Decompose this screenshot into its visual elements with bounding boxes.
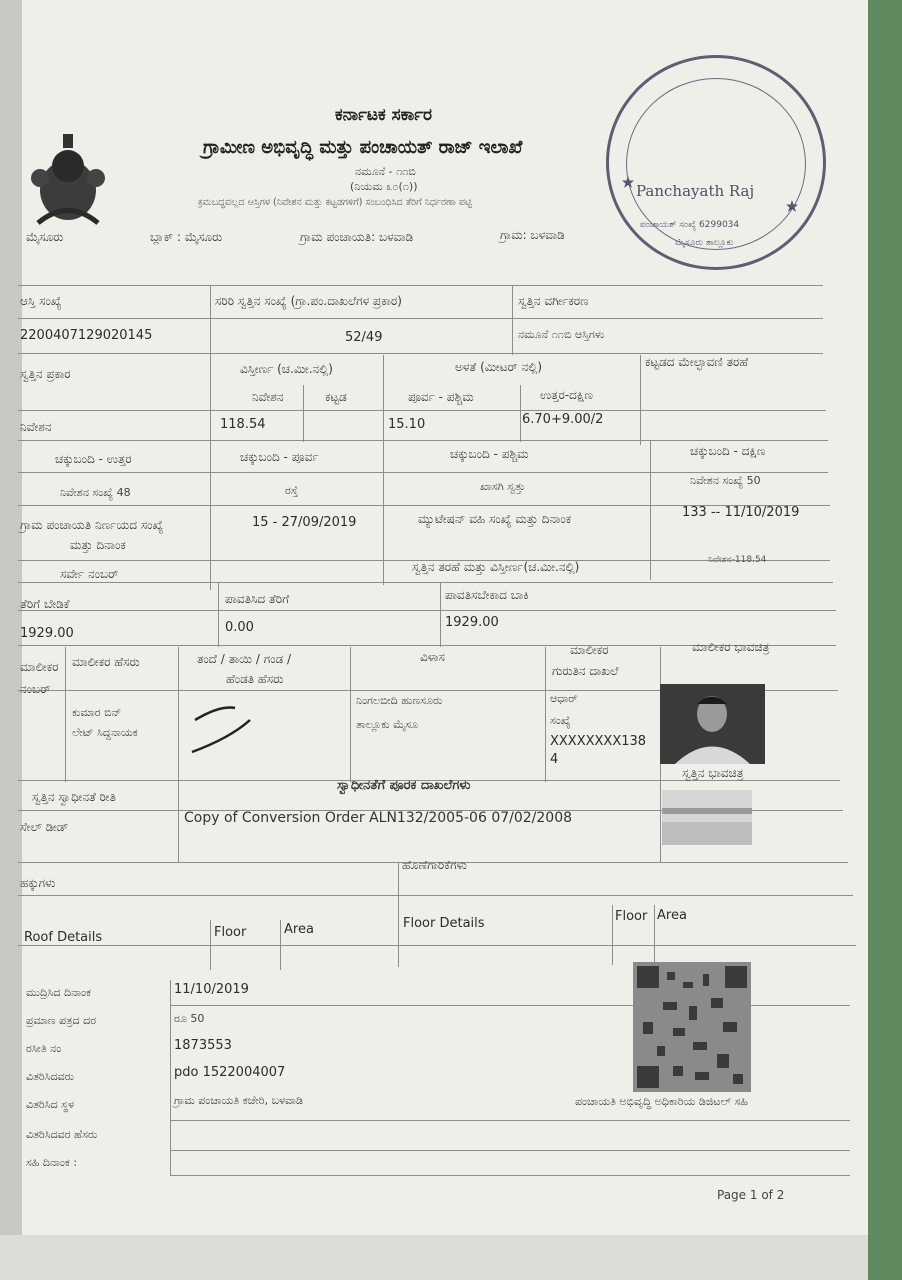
printed-date-value: 11/10/2019 <box>174 982 249 997</box>
property-photo-label: ಸ್ವತ್ತಿನ ಭಾವಚಿತ್ರ <box>682 766 744 780</box>
gram-panchayat: ಗ್ರಾಮ ಪಂಚಾಯತಿ: ಬಳವಾಡಿ <box>300 230 414 244</box>
owner-name-label: ಮಾಲೀಕರ ಹೆಸರು <box>72 655 140 669</box>
tax-balance-label: ಪಾವತಿಸಬೇಕಾದ ಬಾಕಿ <box>445 588 529 602</box>
tax-demand-label: ತೆರಿಗೆ ಬೇಡಿಕೆ <box>20 597 70 611</box>
relation-label-2: ಹೆಂಡತಿ ಹೆಸರು <box>226 672 284 686</box>
supporting-docs-label: ಸ್ವಾಧೀನತೆಗೆ ಪೂರಕ ದಾಖಲೆಗಳು <box>337 778 471 793</box>
property-id-label: ಆಸ್ತಿ ಸಂಖ್ಯೆ <box>20 294 62 308</box>
tax-paid-value: 0.00 <box>225 620 254 635</box>
dimensions-label: ಅಳತೆ (ಮೀಟರ್ ನಲ್ಲಿ) <box>455 360 543 374</box>
sign-date-label: ಸಹಿ ದಿನಾಂಕ : <box>26 1156 78 1169</box>
district: ಮೈಸೂರು <box>26 230 64 244</box>
seal-star-icon <box>786 200 798 212</box>
address-value: ನಿಂಗಲಬೀದಿ ಹುಣಸೂರು <box>356 694 443 707</box>
mutation-label: ಮ್ಯುಟೇಷನ್ ವಹಿ ಸಂಖ್ಯೆ ಮತ್ತು ದಿನಾಂಕ <box>418 512 572 526</box>
block: ಬ್ಲಾಕ್ : ಮೈಸೂರು <box>150 230 223 244</box>
form-number: ನಮೂನೆ - ೧೧ಬಿ <box>355 165 416 178</box>
owner-photo <box>660 684 765 764</box>
boundary-south-value: ನಿವೇಶನ ಸಂಖ್ಯೆ 50 <box>690 474 761 487</box>
page-number: Page 1 of 2 <box>717 1188 785 1202</box>
karnataka-emblem-icon <box>18 128 118 233</box>
floor-details-header: Floor Details <box>403 916 485 931</box>
floor-area-header: Area <box>657 908 687 923</box>
receipt-label: ರಸೀತಿ ನಂ <box>26 1042 62 1055</box>
floor-floor-header: Floor <box>615 909 648 924</box>
resolution-label: ಗ್ರಾಮ ಪಂಚಾಯತಿ ನಿರ್ಣಯದ ಸಂಖ್ಯೆ <box>20 518 164 532</box>
roof-floor-header: Floor <box>214 925 247 940</box>
owner-no-label-2: ನಂಬರ್ <box>20 682 51 696</box>
north-south-value: 6.70+9.00/2 <box>522 412 604 427</box>
village: ಗ್ರಾಮ: ಬಳವಾಡಿ <box>500 228 565 242</box>
east-west-value: 15.10 <box>388 417 426 432</box>
roof-details-header: Roof Details <box>24 930 103 945</box>
issued-place-value: ಗ್ರಾಮ ಪಂಚಾಯತಿ ಕಚೇರಿ, ಬಳವಾಡಿ <box>174 1094 303 1107</box>
fee-value: ರೂ 50 <box>174 1012 205 1025</box>
property-type-label: ಸ್ವತ್ತಿನ ಪ್ರಕಾರ <box>20 367 71 381</box>
deed-value: Copy of Conversion Order ALN132/2005-06 07/02/2008 <box>184 810 573 826</box>
survey-number-label: ಸರ್ವೇ ನಂಬರ್ <box>60 567 119 581</box>
owner-photo-label: ಮಾಲೀಕರ ಭಾವಚಿತ್ರ <box>692 640 770 654</box>
ownership-method-label: ಸ್ವತ್ತಿನ ಸ್ವಾಧೀನತೆ ರೀತಿ <box>32 790 116 804</box>
idproof-label-2: ಗುರುತಿನ ದಾಖಲೆ <box>552 664 619 678</box>
property-id-value: 2200407129020145 <box>20 328 153 343</box>
seal-line-2: ಪಂಚಾಯತ್ ಸಂಖ್ಯೆ 6299034 <box>640 220 740 230</box>
resolution-value: 15 - 27/09/2019 <box>252 515 357 530</box>
id-number-value: XXXXXXXX138 <box>550 734 647 749</box>
sale-deed-label: ಸೇಲ್ ಡೀಡ್ <box>20 820 69 834</box>
signature-scribble <box>190 700 260 760</box>
issued-by-value: pdo 1522004007 <box>174 1065 286 1080</box>
east-west-label: ಪೂರ್ವ - ಪಶ್ಚಿಮ <box>408 390 474 404</box>
govt-record-no-label: ಸರಿರಿ ಸ್ವತ್ತಿನ ಸಂಖ್ಯೆ (ಗ್ರಾ.ಪಂ.ದಾಖಲೆಗಳ ಪ್ರಕಾರ) <box>215 294 402 308</box>
roof-area-header: Area <box>284 922 314 937</box>
site-label: ನಿವೇಶನ <box>252 390 284 404</box>
boundary-west-label: ಚಕ್ಕುಬಂದಿ - ಪಶ್ಚಿಮ <box>450 447 529 461</box>
issued-by-label: ವಿತರಿಸಿದವರು <box>26 1070 75 1083</box>
seal-text: Panchayath Raj <box>636 182 755 200</box>
north-south-label: ಉತ್ತರ-ದಕ್ಷಿಣ <box>540 388 593 402</box>
seal-line-3: ಮೈಸೂರು ತಾಲ್ಲೂಕು <box>675 238 734 248</box>
tax-demand-value: 1929.00 <box>20 626 74 641</box>
id-type-value: ಆಧಾರ್ <box>550 692 578 705</box>
relation-label: ತಂದೆ / ತಾಯಿ / ಗಂಡ / <box>197 652 292 666</box>
address-label: ವಿಳಾಸ <box>420 650 445 664</box>
fee-label: ಪ್ರಮಾಣ ಪತ್ರದ ದರ <box>26 1014 97 1027</box>
govt-title: ಕರ್ನಾಟಕ ಸರ್ಕಾರ <box>335 105 433 125</box>
type-area-label: ಸ್ವತ್ತಿನ ತರಹೆ ಮತ್ತು ವಿಸ್ತೀರ್ಣ(ಚ.ಮೀ.ನಲ್ಲಿ) <box>412 560 580 574</box>
mutation-value: 133 -- 11/10/2019 <box>682 505 800 520</box>
boundary-west-value: ಖಾಸಗಿ ಸ್ವತ್ತು <box>480 480 526 493</box>
boundary-east-label: ಚಕ್ಕುಬಂದಿ - ಪೂರ್ವ <box>240 450 319 464</box>
address-value-2: ತಾಲ್ಲೂಕು ಮೈಸೂ <box>356 718 419 731</box>
id-number-value-2: 4 <box>550 752 559 767</box>
boundary-north-label: ಚಕ್ಕುಬಂದಿ - ಉತ್ತರ <box>55 452 132 466</box>
department-title: ಗ್ರಾಮೀಣ ಅಭಿವೃದ್ಧಿ ಮತ್ತು ಪಂಚಾಯತ್ ರಾಜ್ ಇಲಾಖೆ <box>203 137 523 158</box>
liabilities-label: ಹೊಣೆಗಾರಿಕೆಗಳು <box>402 858 467 872</box>
property-type-value: ನಿವೇಶನ <box>20 420 52 434</box>
rights-label: ಹಕ್ಕುಗಳು <box>20 876 56 890</box>
issued-place-label: ವಿತರಿಸಿದ ಸ್ಥಳ <box>26 1098 75 1111</box>
boundary-south-label: ಚಕ್ಕುಬಂದಿ - ದಕ್ಷಿಣ <box>690 444 766 458</box>
owner-no-label: ಮಾಲೀಕರ <box>20 660 59 674</box>
resolution-label-2: ಮತ್ತು ದಿನಾಂಕ <box>70 538 126 552</box>
type-area-value: ನಿವೇಶನ-118.54 <box>708 555 767 565</box>
owner-name-value-2: ಲೇಟ್ ಸಿದ್ದನಾಯಕ <box>72 726 138 739</box>
idproof-label: ಮಾಲೀಕರ <box>570 643 609 657</box>
govt-record-no-value: 52/49 <box>345 330 383 345</box>
receiver-name-label: ವಿತರಿಸಿದವರ ಹೆಸರು <box>26 1128 98 1141</box>
rule-number: (ನಿಯಮ ೩೦(೧)) <box>350 180 418 193</box>
officer-signature-label: ಪಂಚಾಯತಿ ಅಭಿವೃದ್ಧಿ ಅಧಿಕಾರಿಯ ಡಿಜಿಟಲ್ ಸಹಿ <box>575 1095 748 1108</box>
classification-label: ಸ್ವತ್ತಿನ ವರ್ಗೀಕರಣ <box>518 294 589 308</box>
page-bottom-shadow <box>0 1235 868 1280</box>
area-label: ವಿಸ್ತೀರ್ಣ (ಚ.ಮೀ.ನಲ್ಲಿ) <box>240 362 333 376</box>
building-label: ಕಟ್ಟಡ <box>325 390 347 404</box>
tax-paid-label: ಪಾವತಿಸಿದ ತೆರಿಗೆ <box>225 592 290 606</box>
site-area-value: 118.54 <box>220 417 266 432</box>
boundary-north-value: ನಿವೇಶನ ಸಂಖ್ಯೆ 48 <box>60 486 131 499</box>
printed-date-label: ಮುದ್ರಿಸಿದ ದಿನಾಂಕ <box>26 986 91 999</box>
receipt-value: 1873553 <box>174 1038 232 1053</box>
boundary-east-value: ರಸ್ತೆ <box>285 484 299 497</box>
tax-balance-value: 1929.00 <box>445 615 499 630</box>
id-type-value-2: ಸಂಖ್ಯೆ <box>550 714 571 727</box>
qr-code <box>633 962 751 1092</box>
property-photo <box>662 790 752 845</box>
roof-type-label: ಕಟ್ಟಡದ ಮೇಲ್ಛಾವಣಿ ತರಹೆ <box>645 355 749 369</box>
seal-star-icon <box>622 176 634 188</box>
owner-name-value: ಕುಮಾರ ಬಿನ್ <box>72 706 122 719</box>
form-subtitle: ಕ್ರಮಬದ್ಧವಲ್ಲದ ಆಸ್ತಿಗಳ (ನಿವೇಶನ ಮತ್ತು ಕಟ್ಟಡಗಳಿಗೆ) ಸಂಬಂಧಿಸಿದ ತೆರಿಗೆ ನಿರ್ಧರಣಾ ಪಟ್ಟಿ <box>198 197 472 208</box>
classification-value: ನಮೂನೆ ೧೧ಬಿ ಆಸ್ತಿಗಳು <box>518 328 605 341</box>
